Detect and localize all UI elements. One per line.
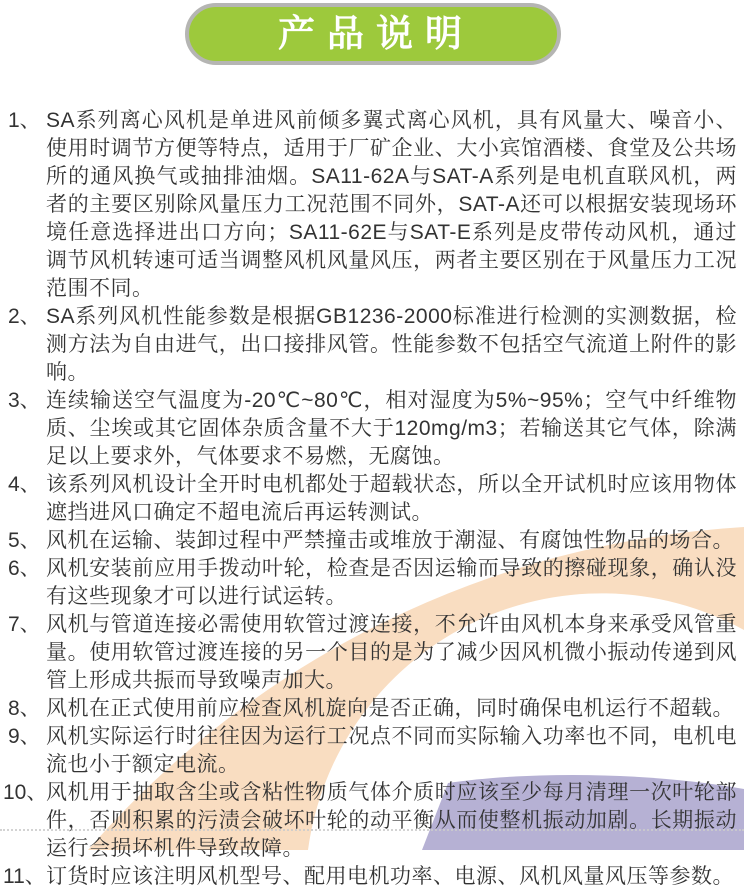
note-text: 风机与管道连接必需使用软管过渡连接，不允许由风机本身来承受风管重量。使用软管过渡连接的另一个目的是为了减少因风机微小振动传递到风管上形成共振而导致噪声加大。 (46, 613, 737, 692)
note-text: 风机在正式使用前应检查风机旋向是否正确，同时确保电机运行不超载。 (46, 697, 734, 720)
note-text: SA系列离心风机是单进风前倾多翼式离心风机，具有风量大、噪音小、使用时调节方便等特点，适用于厂矿企业、大小宾馆酒楼、食堂及公共场所的通风换气或抽排油烟。SA11-62A与SAT-A系列是电机直联风机，两者的主要区别除风量压力工况范围不同外，SAT-A还可以根据安装现场环境任意选择进出口方向；SA11-62E与SAT-E系列是皮带传动风机，通过调节风机转速可适当调整风机风量风压，两者主要区别在于风量压力工况范围不同。 (46, 109, 737, 300)
note-number: 7、 (8, 613, 41, 636)
note-number: 3、 (8, 389, 41, 412)
note-text: 风机安装前应用手拨动叶轮，检查是否因运输而导致的擦碰现象，确认没有这些现象才可以进行试运转。 (46, 557, 737, 608)
note-text: 风机实际运行时往往因为运行工况点不同而实际输入功率也不同，电机电流也小于额定电流。 (46, 725, 737, 776)
note-item (8, 107, 737, 303)
note-item (8, 527, 737, 555)
notes-list (3, 107, 737, 891)
note-number: 5、 (8, 529, 41, 552)
note-number: 1、 (8, 109, 41, 132)
note-number: 9、 (8, 725, 41, 748)
note-text: 该系列风机设计全开时电机都处于超载状态，所以全开试机时应该用物体遮挡进风口确定不超电流后再运转测试。 (46, 473, 737, 524)
note-item (3, 863, 737, 891)
note-item (8, 387, 737, 471)
note-item (8, 723, 737, 779)
note-item (8, 695, 737, 723)
note-text: 连续输送空气温度为-20℃~80℃，相对湿度为5%~95%；空气中纤维物质、尘埃或其它固体杂质含量不大于120mg/m3；若输送其它气体，除满足以上要求外，气体要求不易燃，无腐蚀。 (46, 389, 737, 468)
page-title-banner (185, 3, 561, 65)
note-text: 风机在运输、装卸过程中严禁撞击或堆放于潮湿、有腐蚀性物品的场合。 (46, 529, 734, 552)
page-title: 产品说明 (278, 13, 474, 55)
note-item (8, 303, 737, 387)
note-text: SA系列风机性能参数是根据GB1236-2000标准进行检测的实测数据，检测方法为自由进气，出口接排风管。性能参数不包括空气流道上附件的影响。 (46, 305, 737, 384)
note-number: 8、 (8, 697, 41, 720)
note-number: 2、 (8, 305, 41, 328)
note-number: 6、 (8, 557, 41, 580)
note-item (3, 779, 737, 863)
note-item (8, 555, 737, 611)
note-item (8, 611, 737, 695)
note-number: 10、 (3, 781, 48, 804)
note-text: 风机用于抽取含尘或含粘性物质气体介质时应该至少每月清理一次叶轮部件，否则积累的污渍会破坏叶轮的动平衡从而使整机振动加剧。长期振动运行会损坏机件导致故障。 (46, 781, 737, 860)
note-number: 11、 (3, 865, 46, 888)
note-number: 4、 (8, 473, 41, 496)
note-item (8, 471, 737, 527)
note-text: 订货时应该注明风机型号、配用电机功率、电源、风机风量风压等参数。 (46, 865, 734, 888)
